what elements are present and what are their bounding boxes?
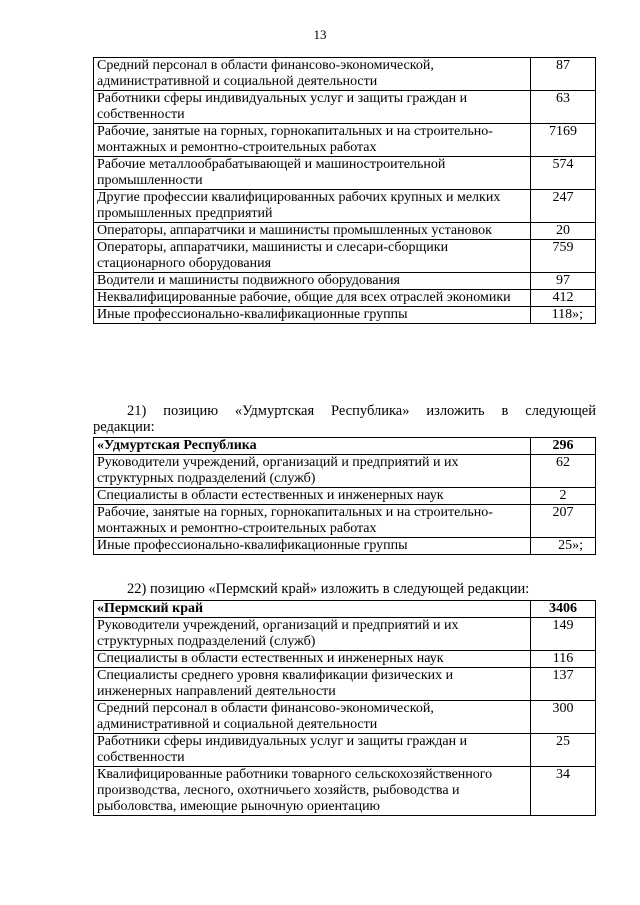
region-total: 3406 xyxy=(531,601,596,618)
row-value: 118»; xyxy=(531,307,596,324)
region-total: 296 xyxy=(531,438,596,455)
row-value: 207 xyxy=(531,505,596,538)
table-row xyxy=(94,488,596,505)
table-row xyxy=(94,240,596,273)
row-label: Рабочие металлообрабатывающей и машиностроительной промышленности xyxy=(94,157,531,190)
row-label: Специалисты среднего уровня квалификации физических и инженерных направлений деятельности xyxy=(94,668,531,701)
row-label: Иные профессионально-квалификационные группы xyxy=(94,538,531,555)
udmurt-republic-table xyxy=(93,437,596,555)
row-label: Операторы, аппаратчики и машинисты промышленных установок xyxy=(94,223,531,240)
row-label: Средний персонал в области финансово-экономической, административной и социальной деятельности xyxy=(94,58,531,91)
table-header-row xyxy=(94,601,596,618)
row-label: Другие профессии квалифицированных рабочих крупных и мелких промышленных предприятий xyxy=(94,190,531,223)
row-label: Неквалифицированные рабочие, общие для всех отраслей экономики xyxy=(94,290,531,307)
table-row xyxy=(94,190,596,223)
row-value: 20 xyxy=(531,223,596,240)
row-label: Специалисты в области естественных и инженерных наук xyxy=(94,488,531,505)
table-row xyxy=(94,124,596,157)
row-label: Водители и машинисты подвижного оборудования xyxy=(94,273,531,290)
row-label: Рабочие, занятые на горных, горнокапитальных и на строительно-монтажных и ремонтно-строительных работах xyxy=(94,124,531,157)
row-value: 149 xyxy=(531,618,596,651)
row-value: 7169 xyxy=(531,124,596,157)
region-title: «Удмуртская Республика xyxy=(94,438,531,455)
table-row xyxy=(94,273,596,290)
row-value: 25»; xyxy=(531,538,596,555)
row-value: 87 xyxy=(531,58,596,91)
row-label: Руководители учреждений, организаций и предприятий и их структурных подразделений (служб) xyxy=(94,455,531,488)
table-row xyxy=(94,538,596,555)
page-number: 13 xyxy=(313,27,327,42)
paragraph-21-line-2: редакции: xyxy=(93,419,155,435)
paragraph-21 xyxy=(93,403,596,435)
row-label: Руководители учреждений, организаций и предприятий и их структурных подразделений (служб) xyxy=(94,618,531,651)
table-row xyxy=(94,651,596,668)
table-row xyxy=(94,618,596,651)
table-row xyxy=(94,767,596,816)
table-row xyxy=(94,58,596,91)
table-row xyxy=(94,290,596,307)
paragraph-21-line-1: 21) позицию «Удмуртская Республика» изложить в следующей xyxy=(127,403,596,419)
region-title: «Пермский край xyxy=(94,601,531,618)
row-value: 97 xyxy=(531,273,596,290)
row-value: 574 xyxy=(531,157,596,190)
row-value: 25 xyxy=(531,734,596,767)
row-value: 62 xyxy=(531,455,596,488)
row-label: Работники сферы индивидуальных услуг и защиты граждан и собственности xyxy=(94,91,531,124)
table-row xyxy=(94,157,596,190)
row-value: 759 xyxy=(531,240,596,273)
table-row xyxy=(94,505,596,538)
table-row xyxy=(94,734,596,767)
row-label: Иные профессионально-квалификационные группы xyxy=(94,307,531,324)
row-label: Специалисты в области естественных и инженерных наук xyxy=(94,651,531,668)
row-value: 137 xyxy=(531,668,596,701)
table-header-row xyxy=(94,438,596,455)
row-value: 247 xyxy=(531,190,596,223)
row-value: 63 xyxy=(531,91,596,124)
row-label: Квалифицированные работники товарного сельскохозяйственного производства, лесного, охотничьего хозяйств, рыбоводства и рыболовства, имеющие рыночную ориентацию xyxy=(94,767,531,816)
table-row xyxy=(94,223,596,240)
row-label: Операторы, аппаратчики, машинисты и слесари-сборщики стационарного оборудования xyxy=(94,240,531,273)
row-value: 300 xyxy=(531,701,596,734)
table-row xyxy=(94,91,596,124)
perm-krai-table xyxy=(93,600,596,816)
table-row xyxy=(94,701,596,734)
occupation-table-continued xyxy=(93,57,596,324)
row-label: Рабочие, занятые на горных, горнокапитальных и на строительно-монтажных и ремонтно-строительных работах xyxy=(94,505,531,538)
row-label: Средний персонал в области финансово-экономической, административной и социальной деятельности xyxy=(94,701,531,734)
paragraph-22: 22) позицию «Пермский край» изложить в следующей редакции: xyxy=(127,581,530,597)
table-row xyxy=(94,455,596,488)
row-value: 116 xyxy=(531,651,596,668)
row-value: 412 xyxy=(531,290,596,307)
row-label: Работники сферы индивидуальных услуг и защиты граждан и собственности xyxy=(94,734,531,767)
row-value: 2 xyxy=(531,488,596,505)
table-row xyxy=(94,307,596,324)
row-value: 34 xyxy=(531,767,596,816)
table-row xyxy=(94,668,596,701)
